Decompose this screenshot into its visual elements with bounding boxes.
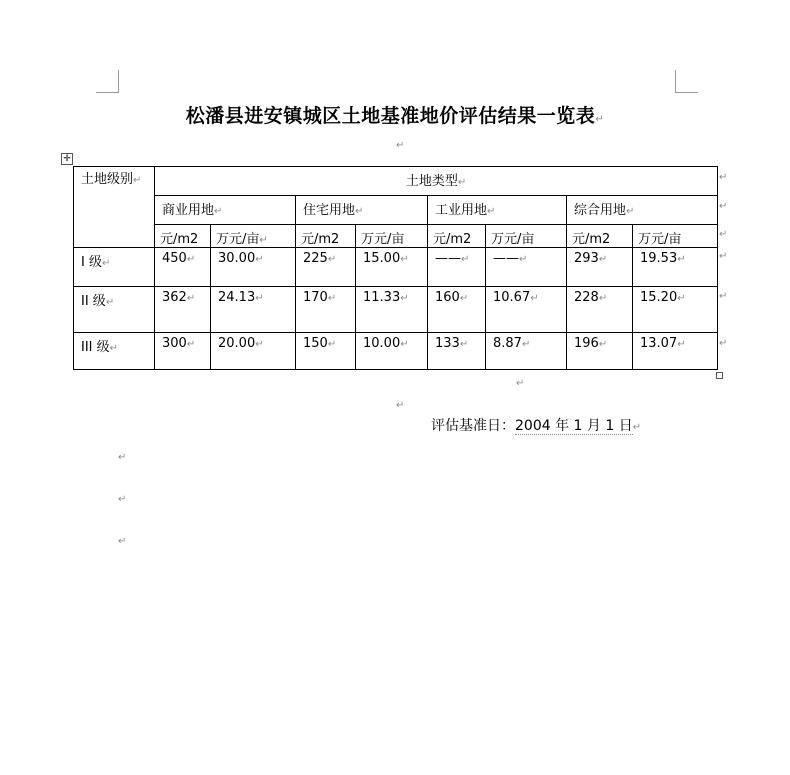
table-move-handle-icon[interactable]: ✛ [61, 153, 73, 165]
value-cell[interactable] [211, 287, 296, 333]
value: 30.00 [218, 251, 256, 266]
value: 225 [303, 251, 328, 266]
unit-cell[interactable] [356, 225, 428, 248]
category-mixed: 综合用地 [574, 203, 627, 218]
level-cell[interactable] [74, 287, 155, 333]
unit-label: 万元/亩 [361, 232, 405, 247]
paragraph-mark-icon: ↵ [186, 339, 196, 350]
table-header-row [74, 167, 718, 196]
unit-row [74, 225, 718, 248]
row-end-mark-icon: ↵ [719, 172, 728, 183]
value-cell[interactable] [633, 333, 718, 370]
paragraph-mark-icon: ↵ [255, 254, 264, 265]
value: 15.00 [363, 251, 401, 266]
paragraph-mark-icon: ↵ [327, 293, 337, 304]
value: 196 [574, 336, 599, 351]
value: 450 [162, 251, 187, 266]
value: 160 [435, 290, 460, 305]
unit-cell[interactable] [486, 225, 567, 248]
category-residential: 住宅用地 [303, 203, 356, 218]
unit-label: 万元/亩 [216, 232, 260, 247]
value: 13.07 [640, 336, 678, 351]
title-text: 松潘县进安镇城区土地基准地价评估结果一览表 [185, 105, 596, 127]
paragraph-mark-icon: ↵ [519, 254, 528, 265]
paragraph-mark-icon: ↵ [516, 378, 525, 389]
value: 20.00 [218, 336, 256, 351]
value: 150 [303, 336, 328, 351]
value-cell[interactable] [633, 248, 718, 287]
value-cell[interactable] [356, 287, 428, 333]
paragraph-mark-icon: ↵ [355, 206, 364, 217]
paragraph-mark-icon: ↵ [109, 343, 119, 354]
paragraph-mark-icon: ↵ [461, 254, 470, 265]
level-label: III 级 [81, 340, 110, 355]
value: 10.00 [363, 336, 401, 351]
paragraph-mark-icon: ↵ [595, 114, 605, 125]
value-cell[interactable] [356, 333, 428, 370]
value: 300 [162, 336, 187, 351]
paragraph-mark-icon: ↵ [327, 254, 337, 265]
table-row [74, 333, 718, 370]
paragraph-mark-icon: ↵ [186, 254, 196, 265]
paragraph-mark-icon: ↵ [396, 400, 405, 411]
row-end-mark-icon: ↵ [719, 229, 728, 240]
table-resize-handle[interactable] [716, 372, 723, 379]
level-label: II 级 [81, 294, 106, 309]
value-cell[interactable] [567, 333, 633, 370]
value-cell[interactable] [428, 333, 486, 370]
date-value: 2004 年 1 月 1 日 [515, 418, 633, 434]
paragraph-mark-icon: ↵ [400, 293, 409, 304]
paragraph-mark-icon: ↵ [626, 206, 635, 217]
value: 362 [162, 290, 187, 305]
value: 293 [574, 251, 599, 266]
category-cell[interactable] [567, 196, 718, 225]
value: 11.33 [363, 290, 401, 305]
paragraph-mark-icon: ↵ [214, 206, 223, 217]
page-corner-mark-top-left [96, 70, 119, 93]
value-cell[interactable] [486, 333, 567, 370]
value-cell[interactable] [211, 248, 296, 287]
paragraph-mark-icon: ↵ [118, 536, 127, 547]
value-cell[interactable] [486, 248, 567, 287]
unit-cell[interactable] [428, 225, 486, 248]
value: 15.20 [640, 290, 678, 305]
value-cell[interactable] [567, 248, 633, 287]
value: 19.53 [640, 251, 678, 266]
paragraph-mark-icon: ↵ [598, 339, 608, 350]
category-cell[interactable] [155, 196, 296, 225]
value-cell[interactable] [296, 287, 356, 333]
category-cell[interactable] [428, 196, 567, 225]
document-title [0, 101, 790, 128]
paragraph-mark-icon: ↵ [255, 339, 264, 350]
table-row [74, 287, 718, 333]
land-type-header-cell[interactable] [155, 167, 718, 196]
value: 170 [303, 290, 328, 305]
paragraph-mark-icon: ↵ [327, 339, 337, 350]
paragraph-mark-icon: ↵ [677, 293, 686, 304]
paragraph-mark-icon: ↵ [255, 293, 264, 304]
value: 228 [574, 290, 599, 305]
row-end-mark-icon: ↵ [719, 201, 728, 212]
assessment-date-line [431, 415, 641, 435]
value: 10.67 [493, 290, 531, 305]
row-end-mark-icon: ↵ [719, 291, 728, 302]
value-cell[interactable] [486, 287, 567, 333]
value-cell[interactable] [296, 333, 356, 370]
page-corner-mark-top-right [675, 70, 698, 93]
paragraph-mark-icon: ↵ [677, 254, 686, 265]
land-price-table [73, 166, 718, 370]
paragraph-mark-icon: ↵ [101, 258, 111, 269]
paragraph-mark-icon: ↵ [396, 140, 405, 151]
value-cell[interactable] [296, 248, 356, 287]
row-end-mark-icon: ↵ [719, 338, 728, 349]
paragraph-mark-icon: ↵ [118, 452, 127, 463]
value-cell[interactable] [155, 248, 211, 287]
paragraph-mark-icon: ↵ [632, 422, 642, 433]
value: —— [435, 251, 461, 266]
paragraph-mark-icon: ↵ [598, 293, 608, 304]
unit-cell[interactable] [155, 225, 211, 248]
paragraph-mark-icon: ↵ [598, 254, 608, 265]
paragraph-mark-icon: ↵ [487, 206, 496, 217]
level-cell[interactable] [74, 248, 155, 287]
value-cell[interactable] [567, 287, 633, 333]
unit-label: 元/m2 [301, 232, 340, 247]
value-cell[interactable] [633, 287, 718, 333]
paragraph-mark-icon: ↵ [400, 254, 409, 265]
value-cell[interactable] [155, 287, 211, 333]
land-level-header-cell[interactable] [74, 167, 155, 248]
unit-cell[interactable] [633, 225, 718, 248]
category-industrial: 工业用地 [435, 203, 488, 218]
table-row [74, 248, 718, 287]
paragraph-mark-icon: ↵ [118, 494, 127, 505]
category-cell[interactable] [296, 196, 428, 225]
paragraph-mark-icon: ↵ [459, 339, 469, 350]
paragraph-mark-icon: ↵ [400, 339, 409, 350]
paragraph-mark-icon: ↵ [521, 339, 531, 350]
unit-cell[interactable] [567, 225, 633, 248]
value-cell[interactable] [211, 333, 296, 370]
unit-label: 元/m2 [160, 232, 199, 247]
level-cell[interactable] [74, 333, 155, 370]
value: 24.13 [218, 290, 256, 305]
unit-cell[interactable] [296, 225, 356, 248]
value-cell[interactable] [155, 333, 211, 370]
unit-cell[interactable] [211, 225, 296, 248]
unit-label: 万元/亩 [491, 232, 535, 247]
date-label: 评估基准日： [431, 418, 515, 434]
paragraph-mark-icon: ↵ [459, 293, 469, 304]
category-row [74, 196, 718, 225]
paragraph-mark-icon: ↵ [457, 177, 467, 188]
value: 8.87 [493, 336, 522, 351]
value-cell[interactable] [356, 248, 428, 287]
value: —— [493, 251, 519, 266]
value: 133 [435, 336, 460, 351]
land-level-header: 土地级别 [81, 172, 134, 187]
row-end-mark-icon: ↵ [719, 251, 728, 262]
paragraph-mark-icon: ↵ [133, 175, 142, 186]
paragraph-mark-icon: ↵ [105, 297, 115, 308]
value-cell[interactable] [428, 287, 486, 333]
level-label: I 级 [81, 255, 102, 270]
paragraph-mark-icon: ↵ [186, 293, 196, 304]
category-commercial: 商业用地 [162, 203, 215, 218]
unit-label: 元/m2 [433, 232, 472, 247]
value-cell[interactable] [428, 248, 486, 287]
paragraph-mark-icon: ↵ [530, 293, 539, 304]
paragraph-mark-icon: ↵ [259, 235, 268, 246]
paragraph-mark-icon: ↵ [677, 339, 686, 350]
unit-label: 元/m2 [572, 232, 611, 247]
unit-label: 万元/亩 [638, 232, 682, 247]
land-type-header: 土地类型 [405, 174, 458, 189]
